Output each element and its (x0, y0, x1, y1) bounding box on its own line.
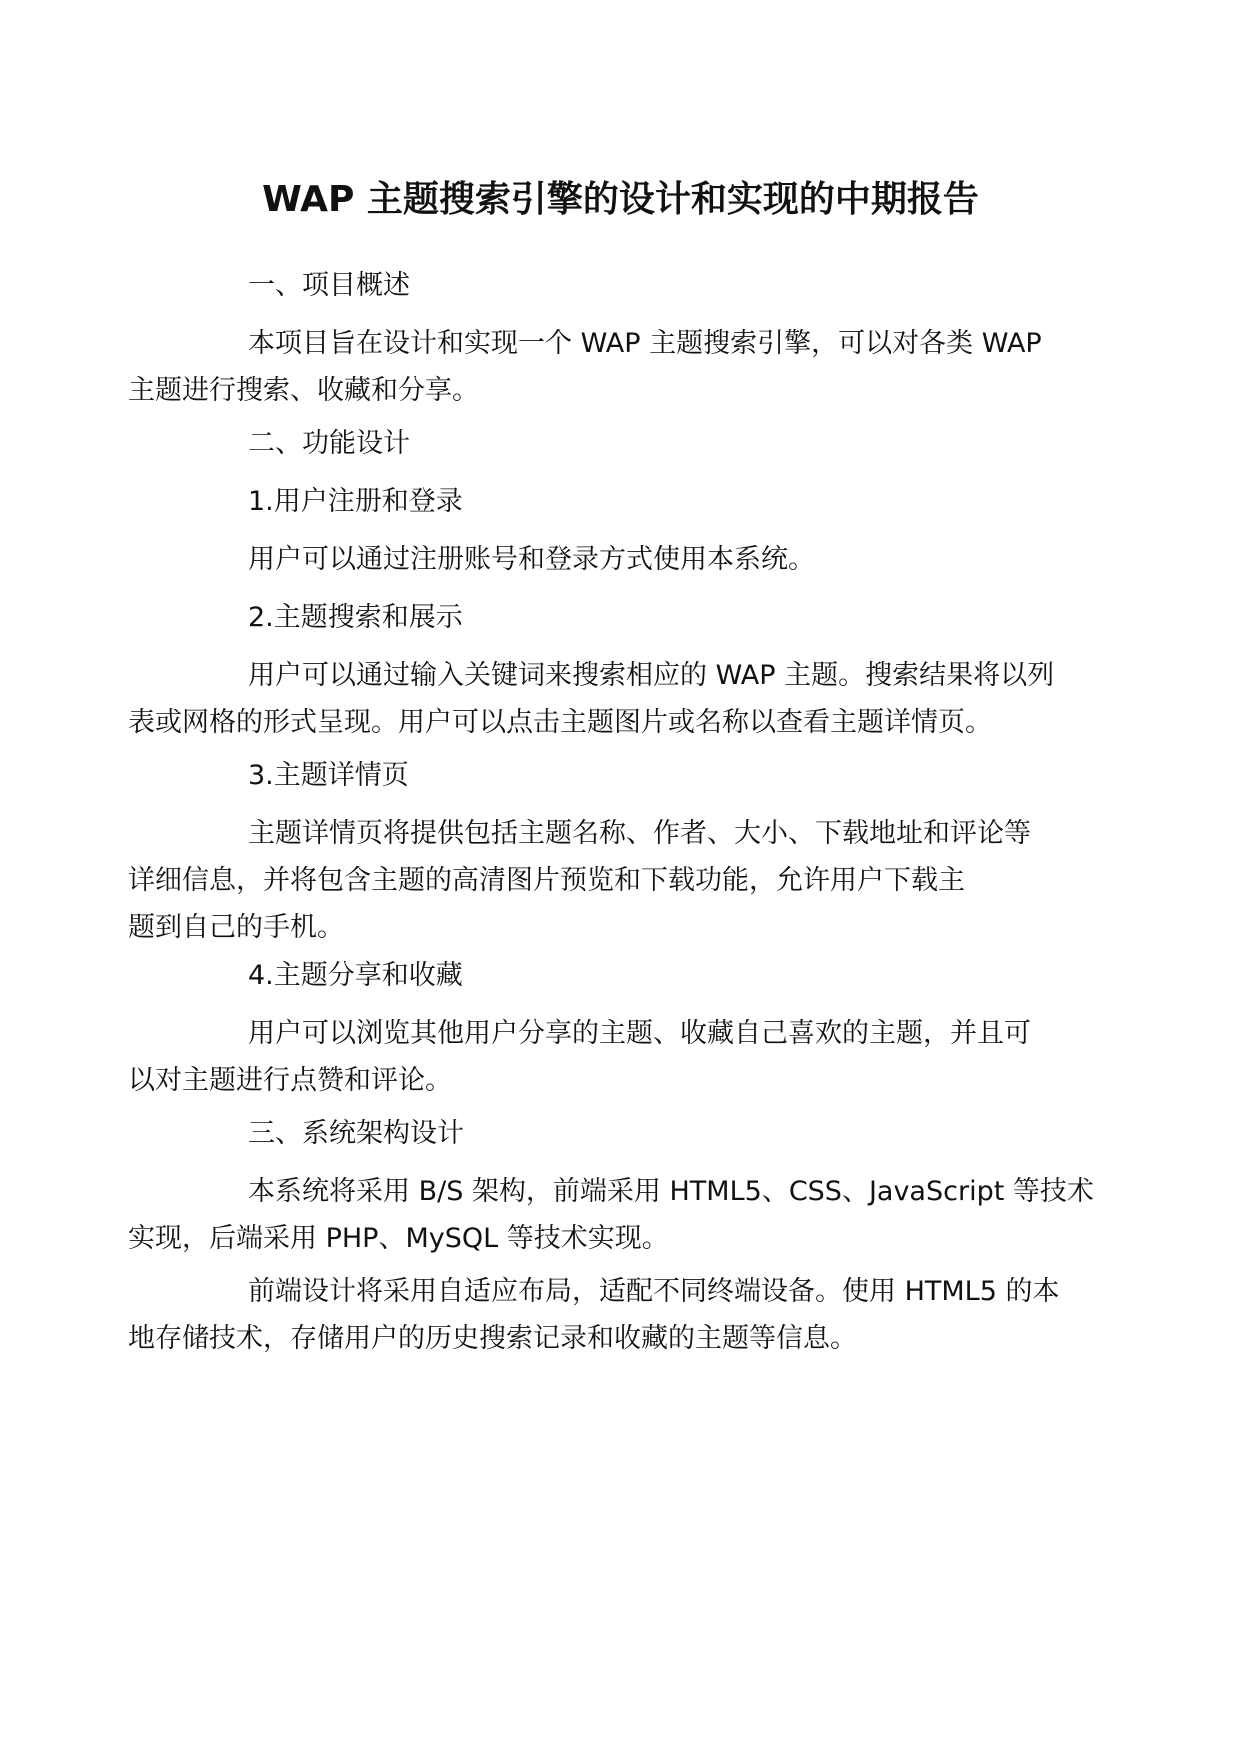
section-heading-architecture (188, 1110, 1088, 1157)
paragraph-frontend-design (128, 1268, 1088, 1362)
subheading-share-favorite (188, 952, 1088, 999)
text-line: 详细信息，并将包含主题的高清图片预览和下载功能，允许用户下载主 (128, 865, 965, 896)
document-title: WAP 主题搜索引擎的设计和实现的中期报告 (262, 179, 979, 220)
subheading-register-login (188, 478, 1088, 525)
text-line: 二、功能设计 (248, 428, 410, 459)
paragraph-detail-page (128, 810, 1088, 951)
text-line: 4.主题分享和收藏 (248, 960, 463, 991)
text-line: 用户可以浏览其他用户分享的主题、收藏自己喜欢的主题，并且可 (248, 1018, 1031, 1049)
paragraph-share-favorite (128, 1010, 1088, 1104)
subheading-detail-page (188, 752, 1088, 799)
text-line: 三、系统架构设计 (248, 1118, 464, 1149)
text-line: 3.主题详情页 (248, 760, 409, 791)
text-line: 实现，后端采用 PHP、MySQL 等技术实现。 (128, 1223, 669, 1254)
paragraph-architecture (128, 1168, 1094, 1262)
text-line: 题到自己的手机。 (128, 912, 344, 943)
section-heading-overview (188, 262, 1088, 309)
text-line: 用户可以通过注册账号和登录方式使用本系统。 (248, 544, 815, 575)
text-line: 本系统将采用 B/S 架构，前端采用 HTML5、CSS、JavaScript 等技术 (248, 1176, 1094, 1207)
paragraph-overview (128, 320, 1088, 414)
text-line: 本项目旨在设计和实现一个 WAP 主题搜索引擎，可以对各类 WAP (248, 328, 1042, 359)
subheading-search-display (188, 594, 1088, 641)
text-line: 2.主题搜索和展示 (248, 602, 463, 633)
text-line: 地存储技术，存储用户的历史搜索记录和收藏的主题等信息。 (128, 1323, 857, 1354)
text-line: 主题进行搜索、收藏和分享。 (128, 375, 479, 406)
text-line: 1.用户注册和登录 (248, 486, 463, 517)
text-line: 一、项目概述 (248, 270, 410, 301)
text-line: 用户可以通过输入关键词来搜索相应的 WAP 主题。搜索结果将以列 (248, 660, 1055, 691)
text-line: 前端设计将采用自适应布局，适配不同终端设备。使用 HTML5 的本 (248, 1276, 1060, 1307)
text-line: 主题详情页将提供包括主题名称、作者、大小、下载地址和评论等 (248, 818, 1031, 849)
paragraph-register-login (188, 536, 1088, 583)
section-heading-features (188, 420, 1088, 467)
paragraph-search-display (128, 652, 1088, 746)
text-line: 以对主题进行点赞和评论。 (128, 1065, 452, 1096)
text-line: 表或网格的形式呈现。用户可以点击主题图片或名称以查看主题详情页。 (128, 707, 992, 738)
